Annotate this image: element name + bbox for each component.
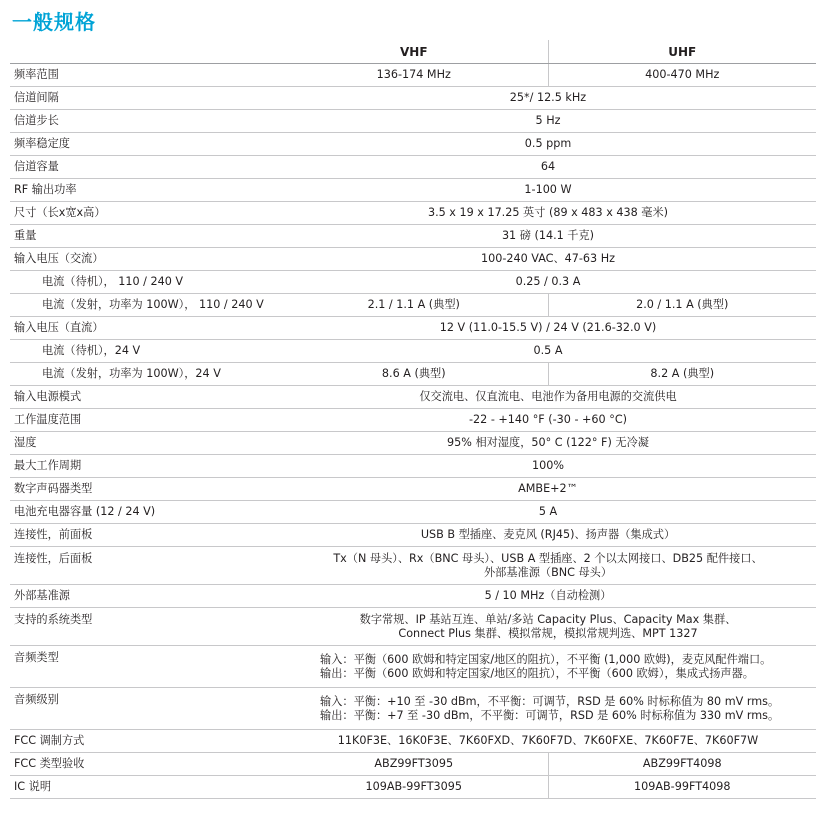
row-label: 信道容量: [10, 156, 280, 179]
row-value: 31 磅 (14.1 千克): [280, 225, 816, 248]
row-label: 湿度: [10, 432, 280, 455]
table-row: [10, 340, 816, 363]
row-value: 3.5 x 19 x 17.25 英寸 (89 x 483 x 438 毫米): [280, 202, 816, 225]
table-row: [10, 608, 816, 646]
table-row: [10, 317, 816, 340]
row-label: 数字声码器类型: [10, 478, 280, 501]
row-value-uhf: 400-470 MHz: [548, 64, 816, 87]
row-value: 64: [280, 156, 816, 179]
row-value: [280, 688, 816, 730]
table-row: [10, 501, 816, 524]
row-label: 连接性，后面板: [10, 547, 280, 585]
table-row: [10, 294, 816, 317]
table-row: [10, 730, 816, 753]
row-value-line: Tx（N 母头）、Rx（BNC 母头）、USB A 型插座、2 个以太网接口、DB25 配件接口、: [333, 551, 763, 565]
table-row: [10, 225, 816, 248]
row-value: 95% 相对湿度，50° C (122° F) 无冷凝: [280, 432, 816, 455]
table-row: [10, 156, 816, 179]
table-row: [10, 478, 816, 501]
table-row: [10, 776, 816, 799]
row-value: USB B 型插座、麦克风 (RJ45)、扬声器（集成式）: [280, 524, 816, 547]
row-value-vhf: 136-174 MHz: [280, 64, 548, 87]
row-value: 0.5 A: [280, 340, 816, 363]
row-label: 重量: [10, 225, 280, 248]
row-value-line: 数字常规、IP 基站互连、单站/多站 Capacity Plus、Capacity Max 集群、: [359, 612, 737, 626]
row-label: 电流（发射，功率为 100W），24 V: [10, 363, 280, 386]
row-value-line: 外部基准源（BNC 母头）: [483, 565, 613, 579]
table-row: [10, 432, 816, 455]
table-row: [10, 87, 816, 110]
table-row: [10, 248, 816, 271]
row-value: 0.25 / 0.3 A: [280, 271, 816, 294]
row-label: FCC 类型验收: [10, 753, 280, 776]
row-label: 电流（发射，功率为 100W）， 110 / 240 V: [10, 294, 280, 317]
row-value-uhf: 8.2 A (典型): [548, 363, 816, 386]
row-value: 5 / 10 MHz（自动检测）: [280, 585, 816, 608]
row-label: 输入电源模式: [10, 386, 280, 409]
table-row: [10, 409, 816, 432]
row-value: 仅交流电、仅直流电、电池作为备用电源的交流供电: [280, 386, 816, 409]
row-label: 输入电压（交流）: [10, 248, 280, 271]
table-row: [10, 363, 816, 386]
row-label: 音频级别: [10, 688, 280, 730]
table-row: [10, 386, 816, 409]
row-value-vhf: 8.6 A (典型): [280, 363, 548, 386]
row-label: 信道步长: [10, 110, 280, 133]
row-value: 1-100 W: [280, 179, 816, 202]
row-value: 25*/ 12.5 kHz: [280, 87, 816, 110]
row-value-vhf: 2.1 / 1.1 A (典型): [280, 294, 548, 317]
row-value: 0.5 ppm: [280, 133, 816, 156]
row-value-uhf: ABZ99FT4098: [548, 753, 816, 776]
row-value-line: 输入：平衡：+10 至 -30 dBm，不平衡：可调节，RSD 是 60% 时标称值为 80 mV rms。: [320, 694, 780, 708]
row-label: 输入电压（直流）: [10, 317, 280, 340]
row-label: 电流（待机）， 110 / 240 V: [10, 271, 280, 294]
row-value: 12 V (11.0-15.5 V) / 24 V (21.6-32.0 V): [280, 317, 816, 340]
table-row: [10, 455, 816, 478]
row-value-vhf: ABZ99FT3095: [280, 753, 548, 776]
table-row: [10, 202, 816, 225]
row-value: 11K0F3E、16K0F3E、7K60FXD、7K60F7D、7K60FXE、7K60F7E、7K60F7W: [280, 730, 816, 753]
row-value-line: 输出：平衡（600 欧姆和特定国家/地区的阻抗），不平衡（600 欧姆），集成式扬声器。: [320, 666, 754, 680]
row-label: 工作温度范围: [10, 409, 280, 432]
row-value: 5 Hz: [280, 110, 816, 133]
table-header-row: [10, 40, 816, 64]
table-row: [10, 585, 816, 608]
row-label: RF 输出功率: [10, 179, 280, 202]
row-value: [280, 608, 816, 646]
row-label: 外部基准源: [10, 585, 280, 608]
row-value: 100%: [280, 455, 816, 478]
table-row: [10, 753, 816, 776]
row-value: [280, 547, 816, 585]
row-label: 电流（待机），24 V: [10, 340, 280, 363]
row-value-line: 输出：平衡：+7 至 -30 dBm，不平衡：可调节，RSD 是 60% 时标称值为 330 mV rms。: [320, 708, 780, 722]
header-uhf: UHF: [548, 40, 816, 64]
row-value: 5 A: [280, 501, 816, 524]
header-vhf: VHF: [280, 40, 548, 64]
table-row: [10, 110, 816, 133]
row-value-uhf: 109AB-99FT4098: [548, 776, 816, 799]
row-label: 音频类型: [10, 646, 280, 688]
row-label: 信道间隔: [10, 87, 280, 110]
row-value: -22 - +140 °F (-30 - +60 °C): [280, 409, 816, 432]
row-value-line: 输入：平衡（600 欧姆和特定国家/地区的阻抗），不平衡 (1,000 欧姆)，麦克风配件端口。: [320, 652, 772, 666]
row-label: 电池充电器容量 (12 / 24 V): [10, 501, 280, 524]
table-row: [10, 271, 816, 294]
table-row: [10, 547, 816, 585]
page-title: 一般规格: [12, 10, 96, 34]
row-value-uhf: 2.0 / 1.1 A (典型): [548, 294, 816, 317]
row-value: 100-240 VAC、47-63 Hz: [280, 248, 816, 271]
row-label: 支持的系统类型: [10, 608, 280, 646]
row-label: 频率范围: [10, 64, 280, 87]
table-row: [10, 524, 816, 547]
row-value: [280, 646, 816, 688]
row-value-line: Connect Plus 集群、模拟常规，模拟常规判选、MPT 1327: [398, 626, 698, 640]
spec-table: [10, 40, 816, 799]
row-label: 连接性，前面板: [10, 524, 280, 547]
table-row: [10, 646, 816, 688]
row-label: 最大工作周期: [10, 455, 280, 478]
row-label: 尺寸（长x宽x高）: [10, 202, 280, 225]
header-label-column: [10, 40, 280, 64]
row-value-vhf: 109AB-99FT3095: [280, 776, 548, 799]
table-row: [10, 64, 816, 87]
table-row: [10, 179, 816, 202]
row-label: FCC 调制方式: [10, 730, 280, 753]
row-value: AMBE+2™: [280, 478, 816, 501]
table-row: [10, 688, 816, 730]
row-label: 频率稳定度: [10, 133, 280, 156]
table-row: [10, 133, 816, 156]
row-label: IC 说明: [10, 776, 280, 799]
